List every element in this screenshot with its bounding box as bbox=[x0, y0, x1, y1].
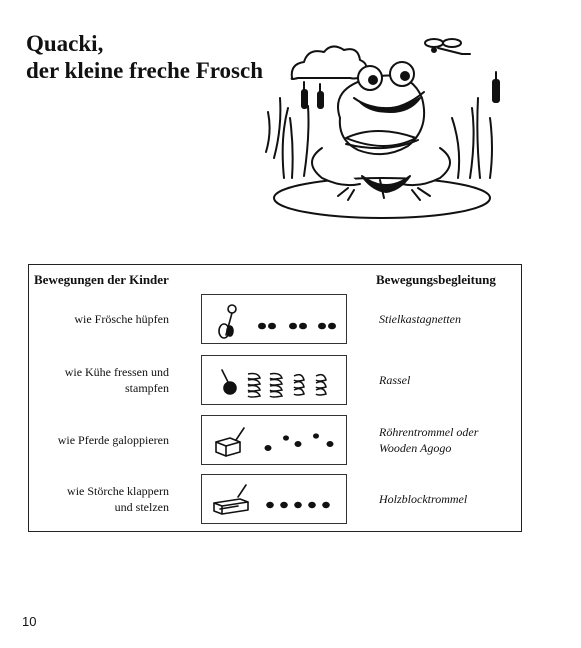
instrument-text: Wooden Agogo bbox=[379, 441, 452, 455]
frog-illustration bbox=[262, 28, 502, 223]
movement-table bbox=[28, 264, 522, 532]
rhythm-box bbox=[201, 474, 347, 524]
rhythm-box bbox=[201, 415, 347, 465]
header-movement-accompaniment: Bewegungsbegleitung bbox=[376, 272, 496, 287]
rattle-icon bbox=[222, 370, 236, 394]
instrument-cell bbox=[379, 415, 519, 465]
page-number: 10 bbox=[22, 614, 37, 629]
wood-block-icon bbox=[214, 485, 248, 514]
rhythm-box bbox=[201, 294, 347, 344]
instrument-text: Stielkastagnetten bbox=[379, 312, 461, 326]
instrument-text: Rassel bbox=[379, 373, 411, 387]
shake-spiral-icon bbox=[248, 374, 326, 398]
title-line-1: Quacki, bbox=[26, 31, 104, 56]
instrument-cell bbox=[379, 474, 519, 524]
table-row bbox=[29, 415, 521, 465]
children-movement-cell bbox=[19, 294, 169, 344]
table-row bbox=[29, 355, 521, 405]
children-movement-cell bbox=[19, 355, 169, 405]
rhythm-dots bbox=[265, 433, 334, 451]
castanet-icon bbox=[219, 305, 236, 338]
instrument-text: Holzblocktrommel bbox=[379, 492, 468, 506]
children-movement-cell bbox=[19, 415, 169, 465]
children-movement-text: stampfen bbox=[125, 381, 169, 395]
header-children-movements: Bewegungen der Kinder bbox=[34, 272, 169, 287]
children-movement-text: und stelzen bbox=[114, 500, 169, 514]
instrument-text: Röhrentrommel oder bbox=[379, 425, 479, 439]
children-movement-text: wie Kühe fressen und bbox=[64, 365, 169, 379]
rhythm-dots bbox=[258, 323, 336, 330]
dragonfly-icon bbox=[425, 39, 470, 54]
children-movement-cell bbox=[19, 474, 169, 524]
children-movement-text: wie Störche klappern bbox=[67, 484, 169, 498]
table-row bbox=[29, 474, 521, 524]
table-row bbox=[29, 294, 521, 344]
children-movement-text: wie Pferde galoppieren bbox=[57, 433, 169, 447]
tube-drum-icon bbox=[216, 428, 244, 456]
rhythm-dots bbox=[266, 502, 330, 508]
page-title bbox=[26, 30, 263, 84]
rhythm-box bbox=[201, 355, 347, 405]
children-movement-text: wie Frösche hüpfen bbox=[74, 312, 169, 326]
instrument-cell bbox=[379, 294, 519, 344]
instrument-cell bbox=[379, 355, 519, 405]
title-line-2: der kleine freche Frosch bbox=[26, 58, 263, 83]
